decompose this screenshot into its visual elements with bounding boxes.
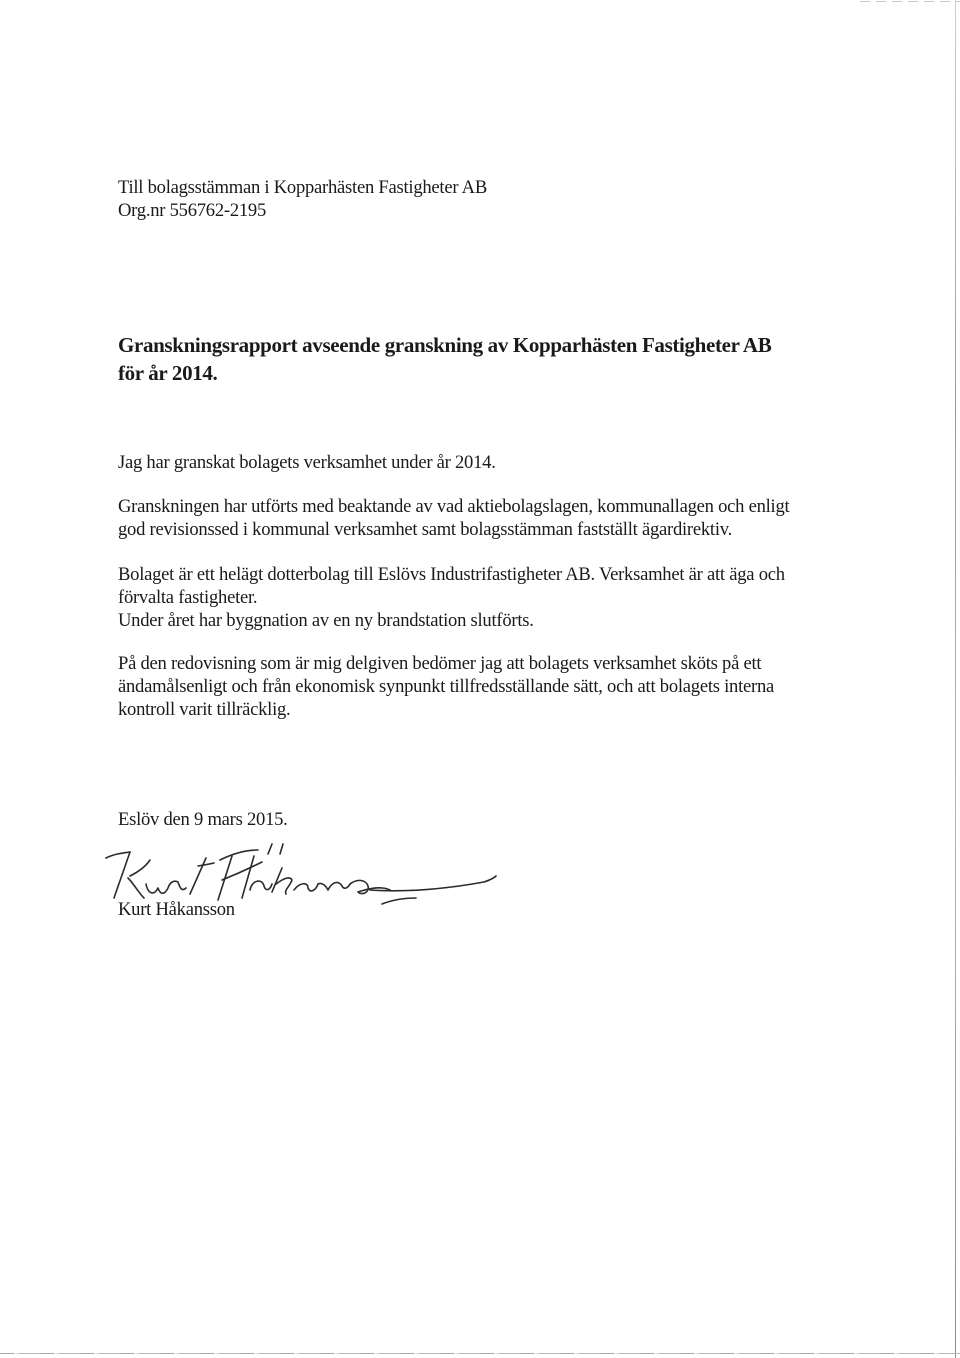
paragraph-line: Under året har byggnation av en ny brandstation slutförts. [118, 610, 534, 631]
paragraph-line: förvalta fastigheter. [118, 587, 258, 608]
paragraph-line: god revisionssed i kommunal verksamhet samt bolagsstämman fastställt ägardirektiv. [118, 519, 732, 540]
paragraph-line: Granskningen har utförts med beaktande av vad aktiebolagslagen, kommunallagen och enligt [118, 496, 790, 517]
paragraph-line: Jag har granskat bolagets verksamhet under år 2014. [118, 452, 496, 473]
signer-name: Kurt Håkansson [118, 899, 235, 920]
paragraph-line: Bolaget är ett helägt dotterbolag till Eslövs Industrifastigheter AB. Verksamhet är att äga och [118, 564, 785, 585]
paragraph-company-info [118, 563, 785, 632]
paragraph-line: På den redovisning som är mig delgiven bedömer jag att bolagets verksamhet sköts på ett [118, 653, 762, 674]
scan-edge-bottom [0, 1353, 960, 1354]
paragraph-assessment [118, 652, 774, 721]
addressee-recipient: Till bolagsstämman i Kopparhästen Fastigheter AB [118, 177, 487, 198]
report-heading-line-1: Granskningsrapport avseende granskning av Kopparhästen Fastigheter AB [118, 333, 772, 357]
scan-edge-top [860, 1, 960, 2]
addressee-org-number: Org.nr 556762-2195 [118, 200, 267, 221]
addressee-block [118, 176, 487, 222]
paragraph-line: kontroll varit tillräcklig. [118, 699, 291, 720]
place-and-date: Eslöv den 9 mars 2015. [118, 809, 288, 830]
report-heading-line-2: för år 2014. [118, 361, 218, 385]
paragraph-scope [118, 451, 496, 474]
paragraph-line: ändamålsenligt och från ekonomisk synpunkt tillfredsställande sätt, och att bolagets interna [118, 676, 775, 697]
paragraph-method [118, 495, 789, 541]
report-heading [118, 331, 771, 387]
scan-edge-right [955, 0, 956, 1358]
